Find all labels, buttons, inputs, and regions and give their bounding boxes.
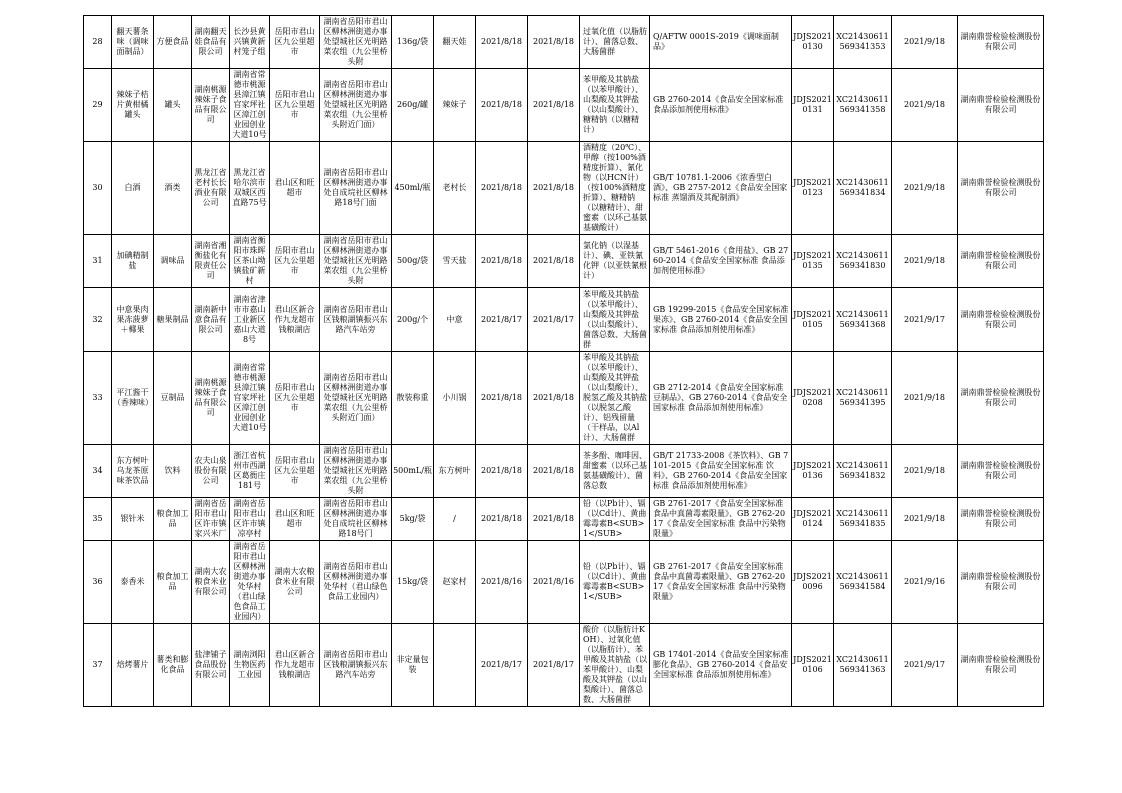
food-category-cell: 薯类和膨化食品: [154, 624, 192, 707]
seller-address-cell: 湖南省岳阳市君山区钱粮湖镇振兴东路汽车站旁: [320, 288, 392, 352]
task-number-cell: JDJS20210123: [792, 142, 834, 235]
brand-cell: 雪天盐: [434, 235, 476, 288]
sampling-date-cell: 2021/8/18: [528, 16, 580, 69]
testing-lab-cell: 湖南鼎誉检验检测股份有限公司: [958, 352, 1044, 445]
food-category-cell: 酒类: [154, 142, 192, 235]
production-date-cell: 2021/8/18: [476, 16, 528, 69]
specification-cell: 500mL/瓶: [392, 445, 434, 498]
specification-cell: 136g/袋: [392, 16, 434, 69]
seller-address-cell: 湖南省岳阳市君山区柳林洲街道办事处自成垸社区柳林路18号门: [320, 498, 392, 541]
producer-address-cell: 湖南省岳阳市君山区许市镇凉亭村: [230, 498, 270, 541]
judgment-standard-cell: Q/AFTW 0001S-2019《调味面制品》: [650, 16, 792, 69]
task-number-cell: JDJS20210136: [792, 445, 834, 498]
test-items-cell: 苯甲酸及其钠盐（以苯甲酸计）、山梨酸及其钾盐（以山梨酸计）、脱氢乙酸及其钠盐（以脱氢乙酸计）、铝残留量（干样品，以Al计）、大肠菌群: [580, 352, 650, 445]
seller-name-cell: 湖南大农粮食米业有限公司: [270, 541, 320, 624]
sampling-date-cell: 2021/8/18: [528, 498, 580, 541]
product-name-cell: 翻天薯条味（调味面制品）: [112, 16, 154, 69]
sampling-date-cell: 2021/8/18: [528, 142, 580, 235]
producer-address-cell: 湖南省衡阳市珠晖区茶山坳镇盐矿新村: [230, 235, 270, 288]
report-number-cell: XC21430611569341368: [834, 288, 892, 352]
specification-cell: 260g/罐: [392, 69, 434, 142]
test-items-cell: 酒精度（20℃）、甲醇（按100%酒精度折算）、氰化物（以HCN计）（按100%酒精度折算）、糖精钠（以糖精计）、甜蜜素（以环己基氨基磺酸计）: [580, 142, 650, 235]
producer-name-cell: 湖南新中意食品有限公司: [192, 288, 230, 352]
report-number-cell: XC21430611569341363: [834, 624, 892, 707]
test-items-cell: 铅（以Pb计）、镉（以Cd计）、黄曲霉毒素B<SUB>1</SUB>: [580, 498, 650, 541]
producer-address-cell: 湖南省津市市嘉山工业新区嘉山大道8号: [230, 288, 270, 352]
brand-cell: 老村长: [434, 142, 476, 235]
judgment-standard-cell: GB 2760-2014《食品安全国家标准 食品添加剂使用标准》: [650, 69, 792, 142]
seller-address-cell: 湖南省岳阳市君山区柳林洲街道办事处望城社区光明路菜农组（九公里桥头附: [320, 235, 392, 288]
report-number-cell: XC21430611569341584: [834, 541, 892, 624]
brand-cell: [434, 624, 476, 707]
production-date-cell: 2021/8/18: [476, 235, 528, 288]
judgment-standard-cell: GB 2761-2017《食品安全国家标准 食品中真菌毒素限量》、GB 2762-2017《食品安全国家标准 食品中污染物限量》: [650, 498, 792, 541]
brand-cell: /: [434, 498, 476, 541]
report-date-cell: 2021/9/18: [892, 445, 958, 498]
row-number-cell: 30: [84, 142, 112, 235]
food-category-cell: 方便食品: [154, 16, 192, 69]
seller-address-cell: 湖南省岳阳市君山区柳林洲街道办事处华村（君山绿色食品工业园内）: [320, 541, 392, 624]
brand-cell: 赵家村: [434, 541, 476, 624]
report-number-cell: XC21430611569341832: [834, 445, 892, 498]
producer-name-cell: 湖南桃源辣妹子食品有限公司: [192, 69, 230, 142]
testing-lab-cell: 湖南鼎誉检验检测股份有限公司: [958, 235, 1044, 288]
testing-lab-cell: 湖南鼎誉检验检测股份有限公司: [958, 69, 1044, 142]
report-date-cell: 2021/9/18: [892, 16, 958, 69]
product-name-cell: 平江酱干（香辣味）: [112, 352, 154, 445]
report-number-cell: XC21430611569341358: [834, 69, 892, 142]
sampling-date-cell: 2021/8/18: [528, 445, 580, 498]
seller-address-cell: 湖南省岳阳市君山区柳林洲街道办事处望城社区光明路菜农组（九公里桥头附近门面）: [320, 69, 392, 142]
report-number-cell: XC21430611569341395: [834, 352, 892, 445]
seller-address-cell: 湖南省岳阳市君山区柳林洲街道办事处自成垸社区柳林路18号门面: [320, 142, 392, 235]
production-date-cell: 2021/8/18: [476, 498, 528, 541]
table-row: [84, 445, 1044, 498]
food-category-cell: 糖果制品: [154, 288, 192, 352]
food-category-cell: 罐头: [154, 69, 192, 142]
test-items-cell: 酸价（以脂肪计KOH）、过氧化值（以脂肪计）、苯甲酸及其钠盐（以苯甲酸计）、山梨酸及其钾盐（以山梨酸计）、菌落总数、大肠菌群: [580, 624, 650, 707]
task-number-cell: JDJS20210124: [792, 498, 834, 541]
test-items-cell: 过氧化值（以脂肪计）、菌落总数、大肠菌群: [580, 16, 650, 69]
report-number-cell: XC21430611569341353: [834, 16, 892, 69]
judgment-standard-cell: GB/T 10781.1-2006《浓香型白酒》、GB 2757-2012《食品安全国家标准 蒸馏酒及其配制酒》: [650, 142, 792, 235]
food-category-cell: 粮食加工品: [154, 498, 192, 541]
brand-cell: 辣妹子: [434, 69, 476, 142]
production-date-cell: 2021/8/18: [476, 69, 528, 142]
food-category-cell: 饮料: [154, 445, 192, 498]
report-date-cell: 2021/9/17: [892, 624, 958, 707]
table-row: [84, 142, 1044, 235]
sampling-date-cell: 2021/8/18: [528, 235, 580, 288]
testing-lab-cell: 湖南鼎誉检验检测股份有限公司: [958, 498, 1044, 541]
row-number-cell: 37: [84, 624, 112, 707]
row-number-cell: 28: [84, 16, 112, 69]
row-number-cell: 29: [84, 69, 112, 142]
table-row: [84, 69, 1044, 142]
sampling-date-cell: 2021/8/18: [528, 352, 580, 445]
product-name-cell: 东方树叶乌龙茶原味茶饮品: [112, 445, 154, 498]
table-row: [84, 16, 1044, 69]
production-date-cell: 2021/8/18: [476, 445, 528, 498]
task-number-cell: JDJS20210131: [792, 69, 834, 142]
seller-name-cell: 岳阳市君山区九公里超市: [270, 445, 320, 498]
producer-name-cell: 湖南省岳阳市君山区许市镇家兴米厂: [192, 498, 230, 541]
task-number-cell: JDJS20210130: [792, 16, 834, 69]
testing-lab-cell: 湖南鼎誉检验检测股份有限公司: [958, 624, 1044, 707]
brand-cell: 小川锅: [434, 352, 476, 445]
table-row: [84, 624, 1044, 707]
testing-lab-cell: 湖南鼎誉检验检测股份有限公司: [958, 142, 1044, 235]
food-category-cell: 调味品: [154, 235, 192, 288]
seller-name-cell: 岳阳市君山区九公里超市: [270, 352, 320, 445]
seller-address-cell: 湖南省岳阳市君山区柳林洲街道办事处望城社区光明路菜农组（九公里桥头附: [320, 445, 392, 498]
sampling-date-cell: 2021/8/17: [528, 288, 580, 352]
row-number-cell: 34: [84, 445, 112, 498]
brand-cell: 东方树叶: [434, 445, 476, 498]
test-items-cell: 铅（以Pb计）、镉（以Cd计）、黄曲霉毒素B<SUB>1</SUB>: [580, 541, 650, 624]
testing-lab-cell: 湖南鼎誉检验检测股份有限公司: [958, 288, 1044, 352]
specification-cell: 450ml/瓶: [392, 142, 434, 235]
table-row: [84, 235, 1044, 288]
seller-name-cell: 君山区和旺超市: [270, 498, 320, 541]
report-date-cell: 2021/9/18: [892, 69, 958, 142]
judgment-standard-cell: GB 2761-2017《食品安全国家标准 食品中真菌毒素限量》、GB 2762-2017《食品安全国家标准 食品中污染物限量》: [650, 541, 792, 624]
task-number-cell: JDJS20210135: [792, 235, 834, 288]
seller-name-cell: 岳阳市君山区九公里超市: [270, 16, 320, 69]
judgment-standard-cell: GB 2712-2014《食品安全国家标准 豆制品》、GB 2760-2014《食品安全国家标准 食品添加剂使用标准》: [650, 352, 792, 445]
judgment-standard-cell: GB 19299-2015《食品安全国家标准 果冻》、GB 2760-2014《食品安全国家标准 食品添加剂使用标准》: [650, 288, 792, 352]
production-date-cell: 2021/8/16: [476, 541, 528, 624]
producer-address-cell: 湖南省常德市桃源县漳江镇官家坪社区漳江创业园创业大道10号: [230, 69, 270, 142]
specification-cell: 500g/袋: [392, 235, 434, 288]
seller-name-cell: 岳阳市君山区九公里超市: [270, 235, 320, 288]
task-number-cell: JDJS20210096: [792, 541, 834, 624]
task-number-cell: JDJS20210106: [792, 624, 834, 707]
report-number-cell: XC21430611569341835: [834, 498, 892, 541]
producer-name-cell: 黑龙江省老村长长酒业有限公司: [192, 142, 230, 235]
product-name-cell: 银针米: [112, 498, 154, 541]
product-name-cell: 焙烤薯片: [112, 624, 154, 707]
production-date-cell: 2021/8/18: [476, 352, 528, 445]
specification-cell: 散装称重: [392, 352, 434, 445]
product-name-cell: 白酒: [112, 142, 154, 235]
test-items-cell: 氯化钠（以湿基计）、碘、亚铁氰化钾（以亚铁氰根计）: [580, 235, 650, 288]
table-row: [84, 352, 1044, 445]
task-number-cell: JDJS20210105: [792, 288, 834, 352]
testing-lab-cell: 湖南鼎誉检验检测股份有限公司: [958, 541, 1044, 624]
producer-name-cell: 湖南翻天娃食品有限公司: [192, 16, 230, 69]
table-body: [84, 16, 1044, 707]
seller-address-cell: 湖南省岳阳市君山区柳林洲街道办事处望城社区光明路菜农组（九公里桥头附近门面）: [320, 352, 392, 445]
specification-cell: 200g/个: [392, 288, 434, 352]
report-date-cell: 2021/9/17: [892, 288, 958, 352]
seller-address-cell: 湖南省岳阳市君山区钱粮湖镇振兴东路汽车站旁: [320, 624, 392, 707]
specification-cell: 5kg/袋: [392, 498, 434, 541]
judgment-standard-cell: GB/T 21733-2008《茶饮料》、GB 7101-2015《食品安全国家标准 饮料》、GB 2760-2014《食品安全国家标准 食品添加剂使用标准》: [650, 445, 792, 498]
producer-address-cell: 湖南浏阳生物医药工业园: [230, 624, 270, 707]
test-items-cell: 茶多酚、咖啡因、甜蜜素（以环己基氨基磺酸计）、菌落总数: [580, 445, 650, 498]
producer-name-cell: 湖南省湘衡盐化有限责任公司: [192, 235, 230, 288]
sampling-date-cell: 2021/8/17: [528, 624, 580, 707]
row-number-cell: 33: [84, 352, 112, 445]
report-date-cell: 2021/9/18: [892, 498, 958, 541]
producer-name-cell: 盐津铺子食品股份有限公司: [192, 624, 230, 707]
production-date-cell: 2021/8/17: [476, 624, 528, 707]
task-number-cell: JDJS20210208: [792, 352, 834, 445]
producer-name-cell: 湖南大农粮食米业有限公司: [192, 541, 230, 624]
seller-name-cell: 君山区新合作九龙超市钱粮湖店: [270, 288, 320, 352]
test-items-cell: 苯甲酸及其钠盐（以苯甲酸计）、山梨酸及其钾盐（以山梨酸计）、菌落总数、大肠菌群: [580, 288, 650, 352]
producer-address-cell: 长沙县黄兴镇黄新村笼子组: [230, 16, 270, 69]
row-number-cell: 36: [84, 541, 112, 624]
report-date-cell: 2021/9/16: [892, 541, 958, 624]
sampling-date-cell: 2021/8/16: [528, 541, 580, 624]
row-number-cell: 32: [84, 288, 112, 352]
report-date-cell: 2021/9/18: [892, 142, 958, 235]
table-row: [84, 288, 1044, 352]
producer-address-cell: 浙江省杭州市西湖区葛衙庄181号: [230, 445, 270, 498]
inspection-results-table: [83, 15, 1044, 707]
judgment-standard-cell: GB 17401-2014《食品安全国家标准 膨化食品》、GB 2760-2014《食品安全国家标准 食品添加剂使用标准》: [650, 624, 792, 707]
brand-cell: 翻天娃: [434, 16, 476, 69]
report-date-cell: 2021/9/18: [892, 352, 958, 445]
product-name-cell: 加碘精制盐: [112, 235, 154, 288]
report-number-cell: XC21430611569341830: [834, 235, 892, 288]
seller-name-cell: 君山区和旺超市: [270, 142, 320, 235]
production-date-cell: 2021/8/17: [476, 288, 528, 352]
test-items-cell: 苯甲酸及其钠盐（以苯甲酸计）、山梨酸及其钾盐（以山梨酸计）、糖精钠（以糖精计）: [580, 69, 650, 142]
producer-address-cell: 黑龙江省哈尔滨市双城区西直路75号: [230, 142, 270, 235]
judgment-standard-cell: GB/T 5461-2016《食用盐》、GB 2760-2014《食品安全国家标准 食品添加剂使用标准》: [650, 235, 792, 288]
food-category-cell: 粮食加工品: [154, 541, 192, 624]
seller-name-cell: 君山区新合作九龙超市钱粮湖店: [270, 624, 320, 707]
product-name-cell: 中意果肉果冻菠萝＋椰果: [112, 288, 154, 352]
product-name-cell: 辣妹子桔片黄柑橘罐头: [112, 69, 154, 142]
product-name-cell: 泰香米: [112, 541, 154, 624]
production-date-cell: 2021/8/18: [476, 142, 528, 235]
sampling-date-cell: 2021/8/18: [528, 69, 580, 142]
seller-address-cell: 湖南省岳阳市君山区柳林洲街道办事处望城社区光明路菜农组（九公里桥头附: [320, 16, 392, 69]
report-number-cell: XC21430611569341834: [834, 142, 892, 235]
producer-address-cell: 湖南省常德市桃源县漳江镇官家坪社区漳江创业园创业大道10号: [230, 352, 270, 445]
row-number-cell: 31: [84, 235, 112, 288]
testing-lab-cell: 湖南鼎誉检验检测股份有限公司: [958, 16, 1044, 69]
producer-name-cell: 农夫山泉股份有限公司: [192, 445, 230, 498]
table-row: [84, 541, 1044, 624]
food-category-cell: 豆制品: [154, 352, 192, 445]
specification-cell: 15kg/袋: [392, 541, 434, 624]
report-date-cell: 2021/9/18: [892, 235, 958, 288]
specification-cell: 非定量包装: [392, 624, 434, 707]
producer-name-cell: 湖南桃源辣妹子食品有限公司: [192, 352, 230, 445]
testing-lab-cell: 湖南鼎誉检验检测股份有限公司: [958, 445, 1044, 498]
brand-cell: 中意: [434, 288, 476, 352]
producer-address-cell: 湖南省岳阳市君山区柳林洲街道办事处华村（君山绿色食品工业园内）: [230, 541, 270, 624]
row-number-cell: 35: [84, 498, 112, 541]
table-row: [84, 498, 1044, 541]
seller-name-cell: 岳阳市君山区九公里超市: [270, 69, 320, 142]
